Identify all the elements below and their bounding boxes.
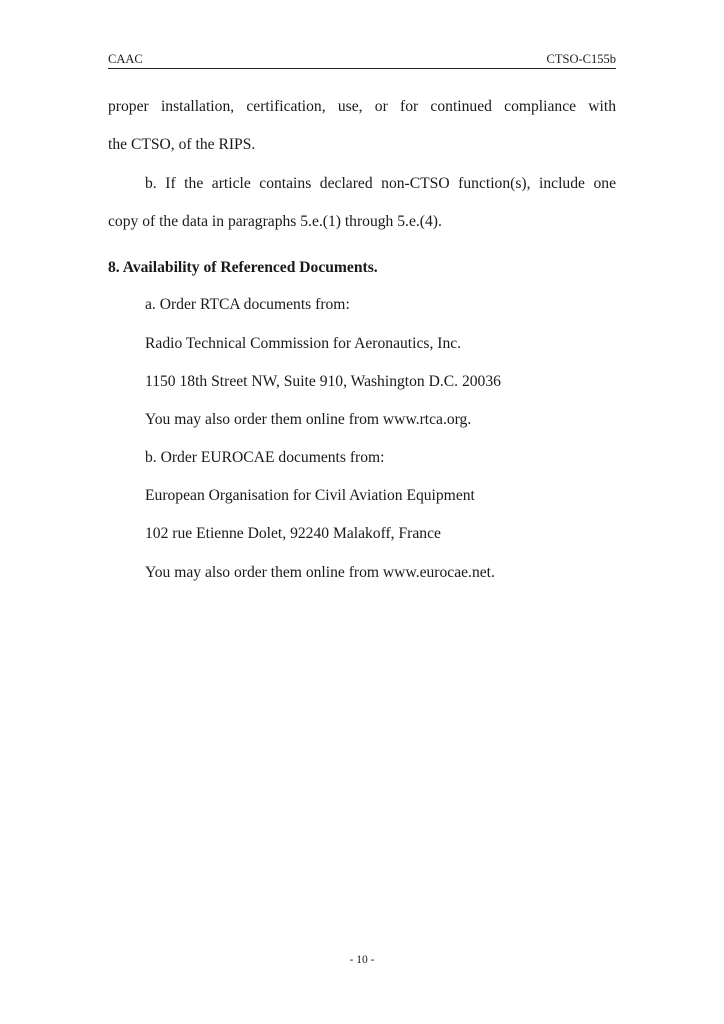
header-agency: CAAC — [108, 52, 143, 66]
rtca-order-title: a. Order RTCA documents from: — [145, 296, 350, 313]
eurocae-organization: European Organisation for Civil Aviation Equipment — [145, 487, 475, 504]
page-number: - 10 - — [349, 954, 375, 966]
item-b-line-2: copy of the data in paragraphs 5.e.(1) through 5.e.(4). — [108, 213, 442, 230]
rtca-organization: Radio Technical Commission for Aeronautics, Inc. — [145, 335, 462, 352]
rtca-online: You may also order them online from www.rtca.org. — [145, 411, 472, 428]
eurocae-online: You may also order them online from www.eurocae.net. — [145, 564, 495, 581]
header-document-id: CTSO-C155b — [546, 52, 616, 66]
eurocae-address: 102 rue Etienne Dolet, 92240 Malakoff, France — [145, 525, 441, 542]
rtca-address: 1150 18th Street NW, Suite 910, Washington D.C. 20036 — [145, 373, 501, 390]
section-8-heading: 8. Availability of Referenced Documents. — [108, 259, 378, 276]
paragraph-continuation-line-2: the CTSO, of the RIPS. — [108, 136, 256, 153]
page-header — [108, 52, 616, 69]
item-b-line-1: b. If the article contains declared non-CTSO function(s), include one — [145, 175, 616, 192]
paragraph-continuation-line-1: proper installation, certification, use, or for continued compliance with — [108, 98, 616, 115]
eurocae-order-title: b. Order EUROCAE documents from: — [145, 449, 385, 466]
